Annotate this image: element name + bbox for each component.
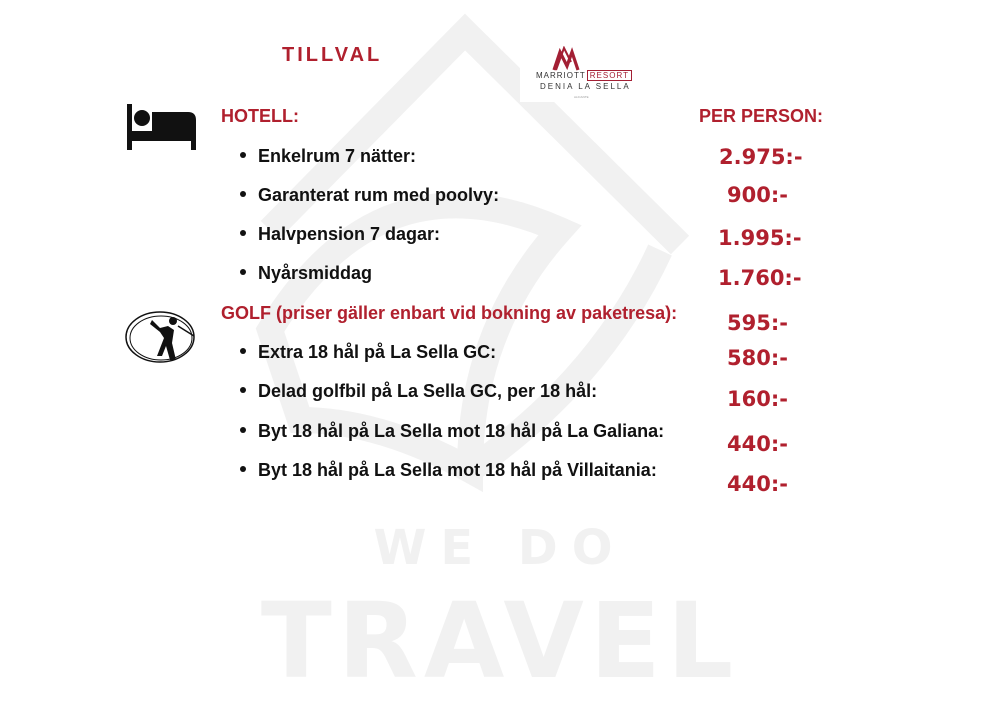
list-item: Delad golfbil på La Sella GC, per 18 hål: [240,381,597,402]
page-title: TILLVAL [282,44,383,66]
price-value: 595:- [727,311,788,335]
bullet [240,269,246,275]
price-value: 900:- [727,183,788,207]
bullet [240,466,246,472]
price-value: 440:- [727,432,788,456]
price-heading: PER PERSON: [699,106,824,126]
bullet [240,191,246,197]
list-item: Byt 18 hål på La Sella mot 18 hål på La Galiana: [240,421,664,442]
price-value: 1.995:- [718,226,802,250]
bed-icon [126,103,198,151]
watermark-line2: TRAVEL [260,580,740,702]
bullet [240,230,246,236]
bullet [240,427,246,433]
list-item: Halvpension 7 dagar: [240,224,440,245]
watermark-line1: WE DO [373,520,627,576]
price-value: 580:- [727,346,788,370]
price-value: 2.975:- [719,145,803,169]
golfer-icon [124,308,198,366]
golf-heading: GOLF (priser gäller enbart vid bokning av paketresa): [221,303,678,323]
logo-brand-text: MARRIOTT RESORT [536,71,632,80]
list-item: Extra 18 hål på La Sella GC: [240,342,496,363]
list-item: Garanterat rum med poolvy: [240,185,499,206]
logo-fineprint: ALICANTE [574,95,589,99]
bullet [240,152,246,158]
price-value: 440:- [727,472,788,496]
price-value: 1.760:- [718,266,802,290]
bullet [240,348,246,354]
logo-location: DENIA LA SELLA [540,82,631,91]
list-item: Enkelrum 7 nätter: [240,146,416,167]
hotel-heading: HOTELL: [221,106,299,126]
bullet [240,387,246,393]
list-item: Nyårsmiddag [240,263,372,284]
list-item: Byt 18 hål på La Sella mot 18 hål på Villaitania: [240,460,657,481]
marriott-logo [520,40,648,102]
price-value: 160:- [727,387,788,411]
marriott-m-icon [534,46,634,72]
